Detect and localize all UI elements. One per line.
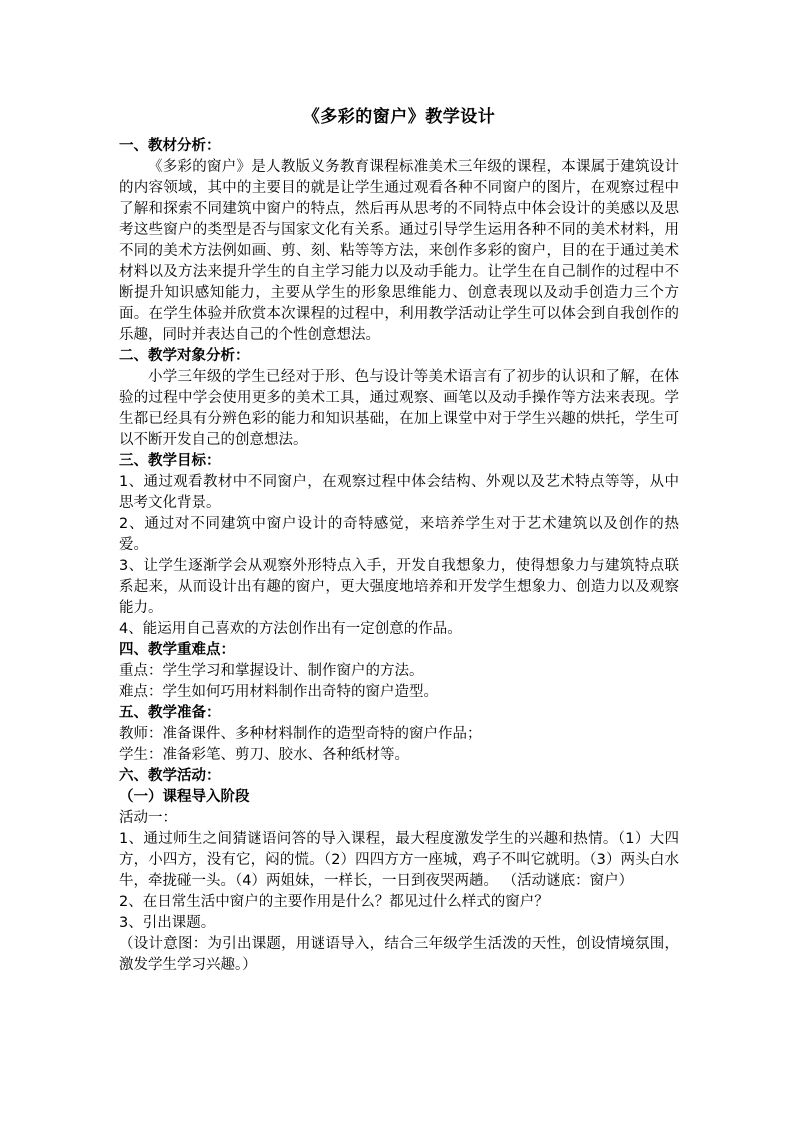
document-page (119, 104, 679, 976)
paragraph: 活动一： (119, 810, 177, 826)
paragraph: 小学三年级的学生已经对于形、色与设计等美术语言有了初步的认识和了解，在体验的过程中学会使用更多的美术工具，通过观察、画笔以及动手操作等方法来表现。学生都已经具有分辨色彩的能力和知识基础，在加上课堂中对于学生兴趣的烘托，学生可以不断开发自己的创意想法。 (119, 369, 679, 448)
section-teaching-goals (119, 451, 679, 640)
paragraph: 难点：学生如何巧用材料制作出奇特的窗户造型。 (119, 684, 438, 700)
goal-item: 1、通过观看教材中不同窗户，在观察过程中体会结构、外观以及艺术特点等等，从中思考文化背景。 (119, 474, 679, 511)
section-heading: 五、教学准备： (119, 705, 221, 721)
section-heading: 一、教材分析： (119, 138, 221, 154)
goal-item: 4、能运用自己喜欢的方法创作出有一定创意的作品。 (119, 621, 462, 637)
goal-item: 3、让学生逐渐学会从观察外形特点入手，开发自我想象力，使得想象力与建筑特点联系起来，从而设计出有趣的窗户，更大强度地培养和开发学生想象力、创造力以及观察能力。 (119, 558, 679, 616)
paragraph: （设计意图：为引出课题，用谜语导入，结合三年级学生活泼的天性，创设情境氛围，激发学生学习兴趣。） (119, 936, 679, 973)
section-heading: 二、教学对象分析： (119, 348, 250, 364)
paragraph: 《多彩的窗户》是人教版义务教育课程标准美术三年级的课程，本课属于建筑设计的内容领域，其中的主要目的就是让学生通过观看各种不同窗户的图片，在观察过程中了解和探索不同建筑中窗户的特点，然后再从思考的不同特点中体会设计的美感以及思考这些窗户的类型是否与国家文化有关系。通过引导学生运用各种不同的美术材料，用不同的美术方法例如画、剪、刻、粘等等方法，来创作多彩的窗户，目的在于通过美术材料以及方法来提升学生的自主学习能力以及动手能力。让学生在自己制作的过程中不断提升知识感知能力，主要从学生的形象思维能力、创意表现以及动手创造力三个方面。在学生体验并欣赏本次课程的过程中，利用教学活动让学生可以体会到自我创作的乐趣，同时并表达自己的个性创意想法。 (119, 159, 679, 343)
section-student-analysis (119, 346, 679, 451)
document-title: 《多彩的窗户》教学设计 (302, 107, 496, 127)
section-key-difficulties (119, 640, 679, 703)
section-heading: 三、教学目标： (119, 453, 221, 469)
subsection-heading: （一）课程导入阶段 (119, 789, 250, 805)
paragraph: 3、引出课题。 (119, 915, 216, 931)
paragraph: 1、通过师生之间猜谜语问答的导入课程，最大程度激发学生的兴趣和热情。（1）大四方，小四方，没有它，闷的慌。（2）四四方方一座城，鸡子不叫它就明。（3）两头白水牛，牵拢碰一头。（4）两姐妹，一样长，一日到夜哭两趟。 （活动谜底：窗户） (119, 831, 679, 889)
section-heading: 六、教学活动： (119, 768, 221, 784)
paragraph: 重点：学生学习和掌握设计、制作窗户的方法。 (119, 663, 424, 679)
section-textbook-analysis (119, 136, 679, 346)
section-teaching-activities (119, 766, 679, 976)
section-preparation (119, 703, 679, 766)
paragraph: 教师：准备课件、多种材料制作的造型奇特的窗户作品； (119, 726, 482, 742)
paragraph: 2、在日常生活中窗户的主要作用是什么？都见过什么样式的窗户？ (119, 894, 549, 910)
goal-item: 2、通过对不同建筑中窗户设计的奇特感觉，来培养学生对于艺术建筑以及创作的热爱。 (119, 516, 679, 553)
paragraph: 学生：准备彩笔、剪刀、胶水、各种纸材等。 (119, 747, 409, 763)
section-heading: 四、教学重难点： (119, 642, 235, 658)
